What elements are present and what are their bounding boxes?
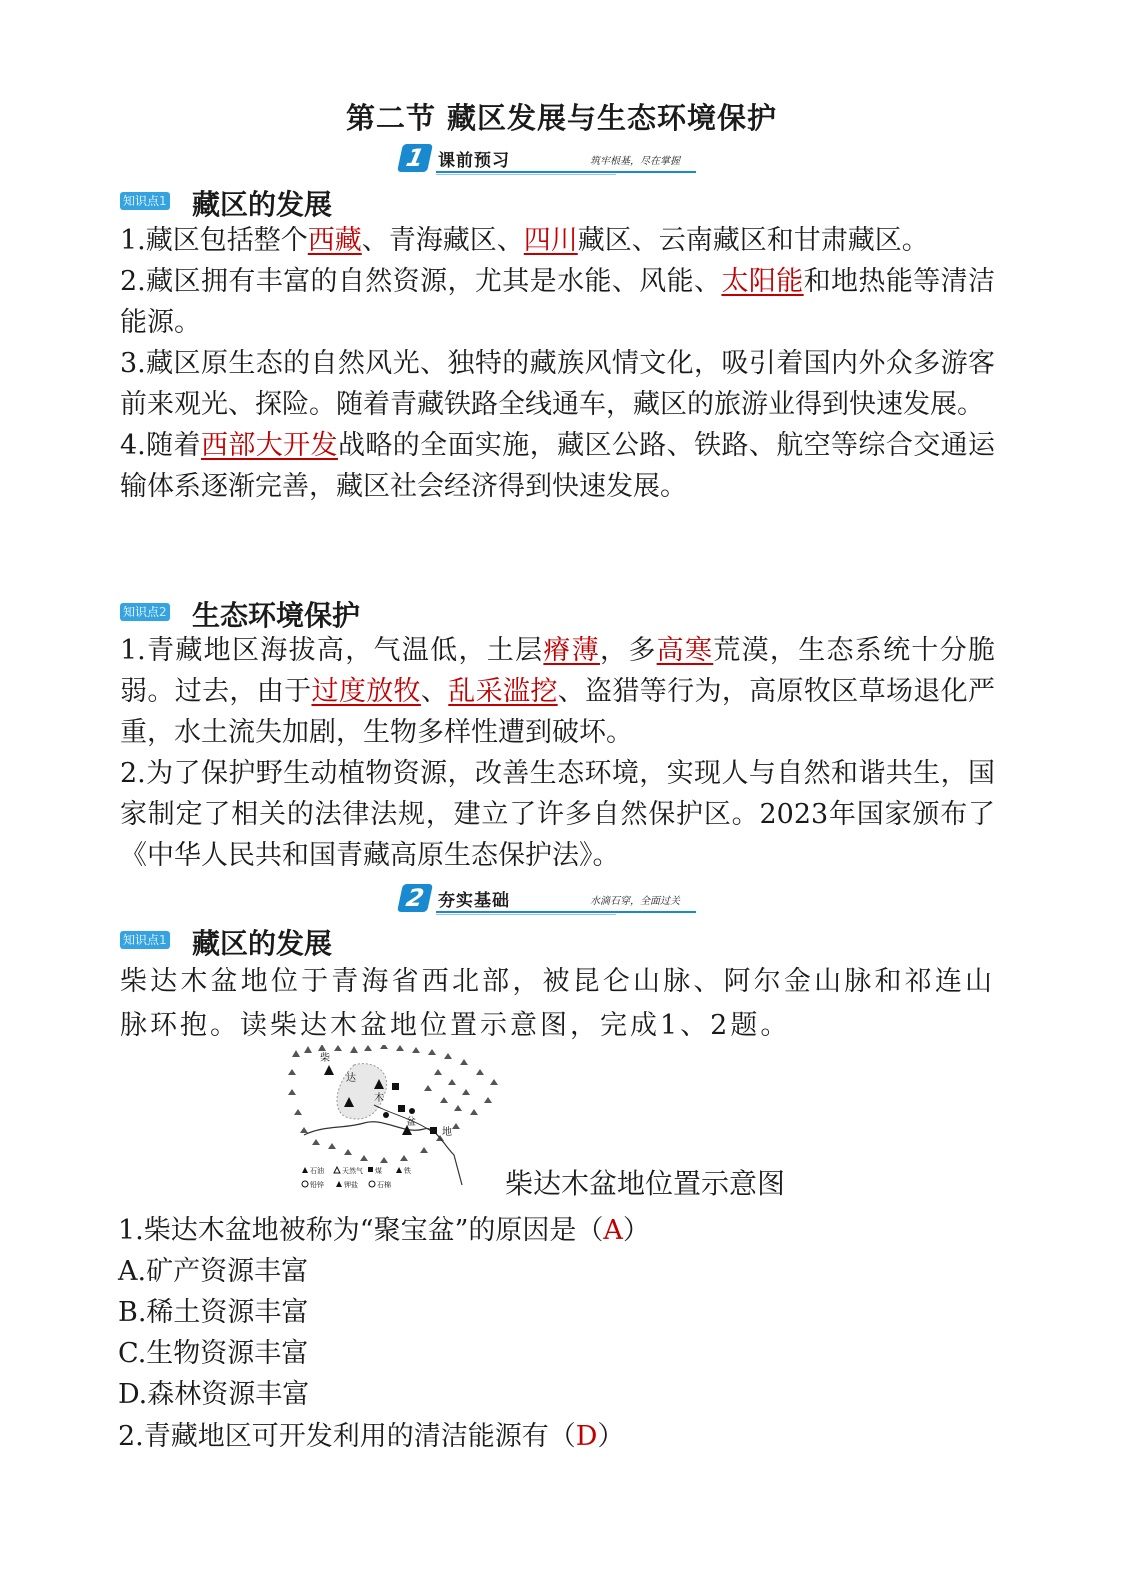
- svg-text:石油: 石油: [310, 1167, 324, 1175]
- section-banner-preview: [400, 144, 720, 174]
- section-banner-practice: [400, 884, 720, 914]
- svg-text:煤: 煤: [375, 1167, 382, 1175]
- map-caption: 柴达木盆地位置示意图: [505, 1167, 786, 1200]
- qaidam-basin-map: [284, 1045, 506, 1193]
- paragraph: 1.藏区包括整个西藏、青海藏区、四川藏区、云南藏区和甘肃藏区。: [120, 225, 929, 256]
- banner-underline-thin: [436, 914, 616, 915]
- map-image: [284, 1045, 506, 1193]
- banner-underline: [436, 911, 696, 913]
- intro-text: 柴达木盆地位于青海省西北部，被昆仑山脉、阿尔金山脉和祁连山脉环抱。读柴达木盆地位置示意图，完成1、2题。: [120, 966, 995, 1041]
- svg-text:铅锌: 铅锌: [310, 1181, 324, 1189]
- section-2-text: [120, 630, 995, 876]
- map-label: 达: [346, 1073, 356, 1084]
- option-c: C.生物资源丰富: [118, 1338, 309, 1369]
- svg-text:钾盐: 钾盐: [344, 1181, 358, 1189]
- question-2: 2.青藏地区可开发利用的清洁能源有（D）: [118, 1421, 625, 1452]
- map-label: 柴: [320, 1053, 330, 1064]
- knowledge-point-badge: 知识点2: [120, 603, 170, 621]
- map-label: 盆: [406, 1117, 416, 1128]
- page-title: 第二节 藏区发展与生态环境保护: [345, 101, 778, 135]
- banner-number: 1: [397, 144, 433, 172]
- option-d: D.森林资源丰富: [118, 1379, 310, 1410]
- knowledge-point-title: 生态环境保护: [192, 599, 361, 632]
- section-1-text: [120, 220, 995, 507]
- paragraph: 2.为了保护野生动植物资源，改善生态环境，实现人与自然和谐共生，国家制定了相关的法律法规，建立了许多自然保护区。2023年国家颁布了《中华人民共和国青藏高原生态保护法》。: [120, 758, 995, 871]
- paragraph: 1.青藏地区海拔高，气温低，土层瘠薄，多高寒荒漠，生态系统十分脆弱。过去，由于过度放牧、乱采滥挖、盗猎等行为，高原牧区草场退化严重，水土流失加剧，生物多样性遭到破坏。: [120, 635, 996, 748]
- svg-text:铁: 铁: [404, 1167, 411, 1175]
- knowledge-point-title: 藏区的发展: [192, 188, 333, 221]
- map-legend: [302, 1166, 411, 1189]
- paragraph: 4.随着西部大开发战略的全面实施，藏区公路、铁路、航空等综合交通运输体系逐渐完善，藏区社会经济得到快速发展。: [120, 430, 996, 502]
- banner-number: 2: [397, 884, 433, 912]
- banner-underline: [436, 171, 696, 173]
- basin-area: [337, 1064, 387, 1119]
- banner-underline-thin: [436, 174, 616, 175]
- map-label: 木: [374, 1093, 384, 1104]
- svg-text:天然气: 天然气: [342, 1167, 363, 1175]
- option-a: A.矿产资源丰富: [118, 1256, 309, 1287]
- question-1: 1.柴达木盆地被称为“聚宝盆”的原因是（A）: [118, 1215, 650, 1246]
- knowledge-point-badge: 知识点1: [120, 931, 170, 949]
- banner-slogan: 筑牢根基，尽在掌握: [590, 156, 680, 167]
- paragraph: 2.藏区拥有丰富的自然资源，尤其是水能、风能、太阳能和地热能等清洁能源。: [120, 266, 996, 338]
- banner-slogan: 水滴石穿，全面过关: [590, 896, 680, 907]
- option-b: B.稀土资源丰富: [118, 1297, 309, 1328]
- banner-label: 课前预习: [438, 151, 510, 171]
- banner-label: 夯实基础: [438, 891, 510, 911]
- svg-text:石棉: 石棉: [377, 1181, 391, 1189]
- map-label: 地: [442, 1127, 452, 1138]
- river-line: [304, 1122, 462, 1185]
- knowledge-point-title: 藏区的发展: [192, 927, 333, 960]
- knowledge-point-badge: 知识点1: [120, 192, 170, 210]
- paragraph: 3.藏区原生态的自然风光、独特的藏族风情文化，吸引着国内外众多游客前来观光、探险。随着青藏铁路全线通车，藏区的旅游业得到快速发展。: [120, 348, 995, 420]
